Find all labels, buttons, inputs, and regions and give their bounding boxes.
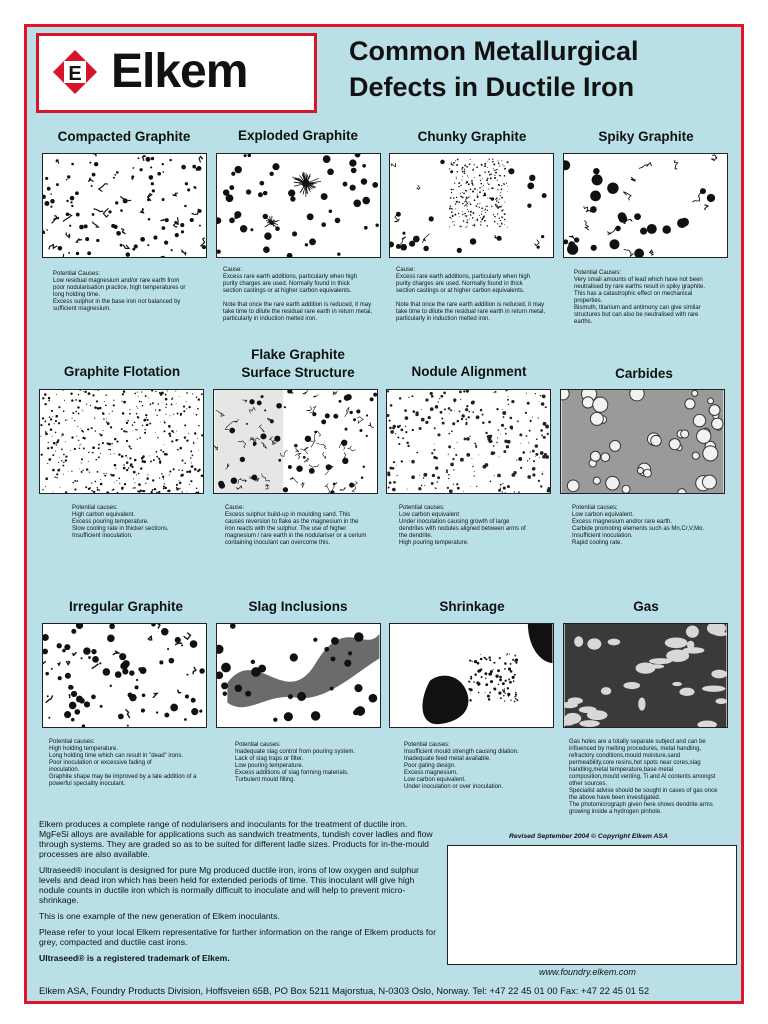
defect-title-alignment: Nodule Alignment <box>411 364 527 379</box>
elkem-logo <box>36 33 317 113</box>
revision-note: Revised September 2004 © Copyright Elkem ASA <box>509 833 668 840</box>
caption-chunky: Cause: Excess rare earth additions, particularly when high purity charges are used. Normally found in thick section castings or at higher carbon equivalents. Note that once the rare earth addition is reduced, it may take time to dilute the residual rare earth in return metal, particularly in induction melted iron. <box>396 267 546 322</box>
micrograph-flotation <box>39 389 204 494</box>
title-line-2: Defects in Ductile Iron <box>349 72 635 102</box>
info-paragraph-1: Elkem produces a complete range of nodularisers and inoculants for the treatment of ductile iron. MgFeSi alloys are available for applications such as sandwich treatments, tundish cover ladles and flow through systems. They are graded so as to be suited for different ladle sizes. Products for in-the-mould processes are also available. <box>39 819 433 859</box>
defect-title-compacted: Compacted Graphite <box>57 129 191 144</box>
caption-flotation: Potential causes: High carbon equivalent. Excess pouring temperature. Slow cooling rate in thicker sections. Insufficient inoculation. <box>72 505 169 539</box>
caption-spiky: Potential Causes: Very small amounts of lead which have not been neutralised by rare earths result in spiky graphite. This has a catastrophic effect on mechanical properties. Bismuth, titanium and antimony can give similar structures but can also be neutralised with rare earths. <box>574 270 706 325</box>
defect-title-shrinkage: Shrinkage <box>439 599 505 614</box>
flake-title-line-1: Flake Graphite <box>251 347 345 362</box>
defect-title-flotation: Graphite Flotation <box>63 364 181 379</box>
caption-gas: Gas holes are a totally separate subject and can be influenced by melting procedures, metal handling, refractory conditions,mould moisture,sand permeability,core resins,hot spots near cores,slag handling,metal temperature,base metal composition,mould venting, Ti and Al contents amongst other sources. Specialist advise should be sought in cases of gas once the above have been investigated. The photomicrograph given here shows dendrite arms growing inside a hydrogen pinhole. <box>569 739 718 815</box>
micrograph-compacted <box>42 153 207 258</box>
caption-shrinkage: Potential causes: Insufficient mould strength causing dilation. Inadequate feed metal available. Poor gating design. Excess magnesium. Low carbon equivalent. Under inoculation or over inoculation. <box>404 742 519 790</box>
defect-title-flake <box>213 346 383 382</box>
title-line-1: Common Metallurgical <box>349 36 639 66</box>
micrograph-gas <box>563 623 728 728</box>
caption-compacted: Potential Causes: Low residual magnesium and/or rare earth from poor nodularisation practice, high temperatures or long holding time. Excess sulphur in the base iron not balanced by sufficient magnesium. <box>53 271 186 312</box>
defect-title-carbides: Carbides <box>615 366 673 381</box>
micrograph-alignment <box>386 389 551 494</box>
micrograph-carbides <box>560 389 725 494</box>
brand-name: Elkem <box>111 45 248 98</box>
caption-flake: Cause: Excess sulphur build-up in moulding sand. This causes reversion to flake as the magnesium in the iron reacts with the sulphur. The use of higher magnesium / rare earth in the nodulariser or a cerium containing inoculant can overcome this. <box>225 505 367 546</box>
caption-exploded: Cause: Excess rare earth additions, particularly when high purity charges are used. Normally found in thick section castings or at higher carbon equivalents. Note that once the rare earth addition is reduced, it may take time to dilute the residual rare earth in return metal, particularly in induction melted iron. <box>223 267 373 322</box>
defect-title-irregular: Irregular Graphite <box>68 599 184 614</box>
caption-slag: Potential causes: Inadequate slag control from pouring system. Lack of slag traps or filter. Low pouring temperature. Excess additions of slag forming materials. Turbulent mould filling. <box>235 742 356 783</box>
product-info <box>39 819 439 969</box>
info-paragraph-2: Ultraseed® inoculant is designed for pure Mg produced ductile iron, irons of low oxygen and sulphur levels and dead iron which has been held for extended periods of time. This inoculant will give high nodule counts in ductile iron which is normally difficult to inoculate and will help to prevent micro-shrinkage. <box>39 865 419 905</box>
elkem-emblem-icon <box>53 50 97 94</box>
defect-title-slag: Slag Inclusions <box>248 599 348 614</box>
micrograph-flake <box>213 389 378 494</box>
info-paragraph-4: Please refer to your local Elkem representative for further information on the range of Elkem products for grey, compacted and ductile cast irons. <box>39 927 436 947</box>
micrograph-irregular <box>42 623 207 728</box>
caption-carbides: Potential causes; Low carbon equivalent. Excess magnesium and/or rare earth. Carbide promoting elements such as Mn,Cr,V,Mo. Insufficient inoculation. Rapid cooling rate. <box>572 505 705 546</box>
info-paragraph-3: This is one example of the new generation of Elkem inoculants. <box>39 911 280 921</box>
emblem-letter: E <box>68 63 82 85</box>
defect-title-exploded: Exploded Graphite <box>237 128 359 143</box>
page-title <box>349 33 729 105</box>
poster <box>24 24 744 1004</box>
defect-title-chunky: Chunky Graphite <box>417 129 527 144</box>
micrograph-shrinkage <box>389 623 554 728</box>
footer-address: Elkem ASA, Foundry Products Division, Hoffsveien 65B, PO Box 5211 Majorstua, N-0303 Oslo, Norway. Tel: +47 22 45 01 00 Fax: +47 22 45 01 52 <box>39 985 650 996</box>
flake-title-line-2: Surface Structure <box>241 365 355 380</box>
website-link[interactable]: www.foundry.elkem.com <box>539 967 636 977</box>
micrograph-spiky <box>563 153 728 258</box>
caption-irregular: Potential causes: High holding temperature. Long holding time which can result in "dead" irons. Poor inoculation or excessive fading of inoculation. Graphite shape may be improved by a late addition of a powerful speciality inoculant. <box>49 739 197 787</box>
defect-title-gas: Gas <box>633 599 659 614</box>
defect-title-spiky: Spiky Graphite <box>598 129 694 144</box>
micrograph-chunky <box>389 153 554 258</box>
trademark-notice: Ultraseed® is a registered trademark of Elkem. <box>39 953 230 963</box>
micrograph-exploded <box>216 153 381 258</box>
caption-alignment: Potential causes: Low carbon equivalent Under inoculation causing growth of large dendrites with nodules aligned between arms of the dendrite. High pouring temperature. <box>399 505 526 546</box>
distributor-stamp-box <box>447 845 737 965</box>
micrograph-slag <box>216 623 381 728</box>
